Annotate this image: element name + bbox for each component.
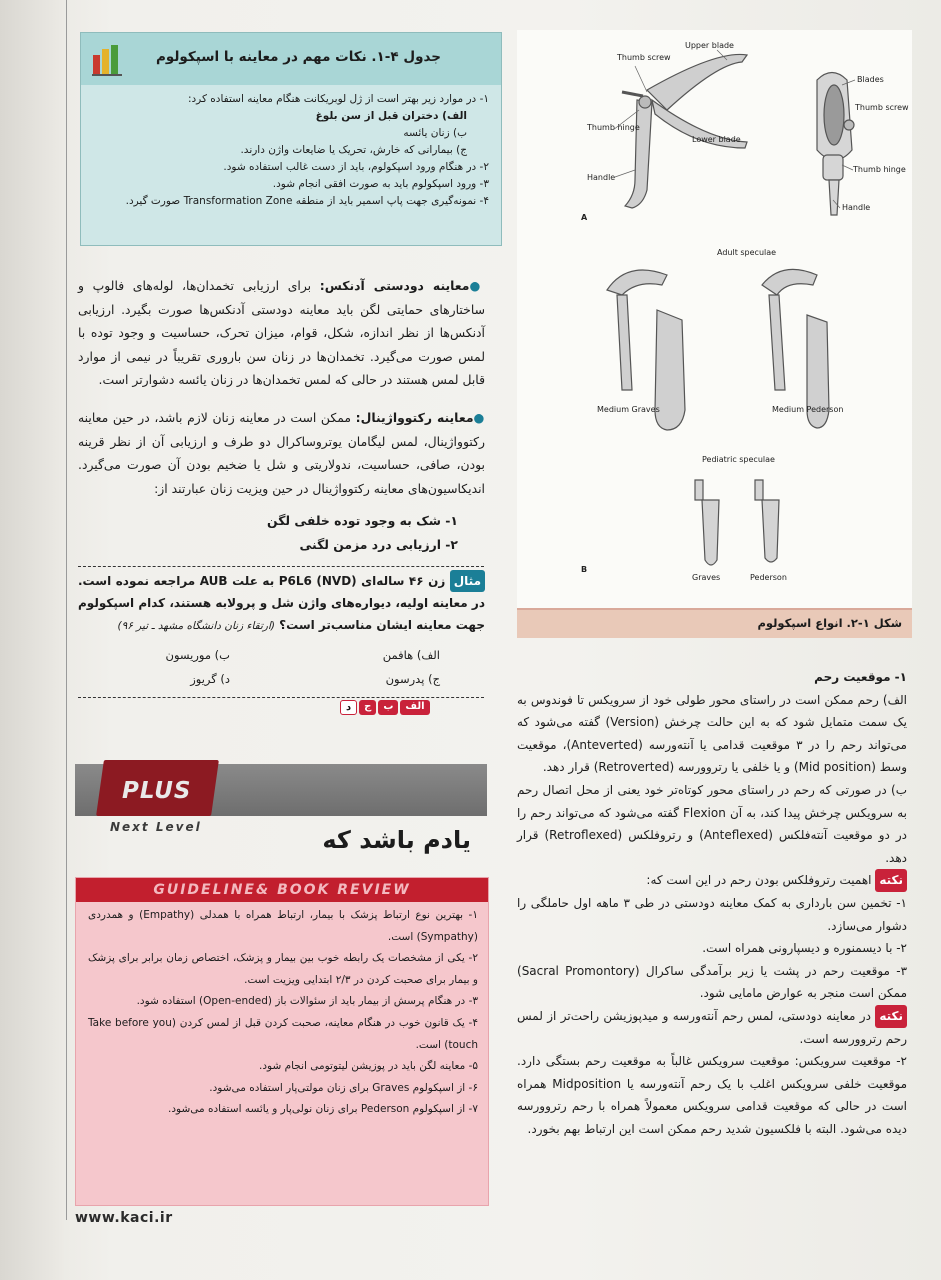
label-lower-blade: Lower blade bbox=[692, 135, 741, 144]
note-item: ۳- موقعیت رحم در پشت یا زیر برآمدگی ساکرال (Sacral Promontory) ممکن است منجر به عوارض مامایی شود. bbox=[517, 963, 908, 1001]
key-points-table bbox=[80, 32, 502, 246]
answer-letter: د bbox=[340, 700, 357, 715]
adnexa-body: برای ارزیابی تخمدان‌ها، لوله‌های فالوپ و ساختارهای حمایتی لگن باید معاینه دودستی آدنکس‌ها صورت بگیرد. ارزیابی آدنکس‌ها از نظر اندازه، شکل، قوام، میزان تحرک، حساسیت و وجود توده با لمس صورت می‌گیرد. تخمدان‌ها در زنان سن باروری تقریباً در نیمی از موارد قابل لمس هستند در حالی که لمس تخمدان‌ها در زنان یائسه دشوارتر است. bbox=[78, 278, 485, 388]
recto-paragraph: ●معاینه رکتوواژینال: ممکن است در معاینه زنان لازم باشد، در حین معاینه رکتوواژینال، لمس لیگامان یوتروساکرال دو طرف و ارزیابی آن از نظر قرینه بودن، صافی، حساسیت، ندولاریتی و شل یا ضخیم بودن آن صورت می‌گیرد. اندیکاسیون‌های معاینه رکتوواژینال در حین ویزیت زنان عبارتند از: bbox=[78, 410, 485, 496]
speculum-figure bbox=[517, 30, 912, 608]
section-uterus-position: ۱- موقعیت رحم bbox=[814, 670, 907, 684]
guideline-item: ۶- از اسپکولوم Graves برای زنان مولتی‌پار استفاده می‌شود. bbox=[209, 1081, 478, 1094]
option-c: ج) پدرسون bbox=[385, 672, 440, 686]
answer-key bbox=[340, 700, 430, 715]
recto-body: ممکن است در معاینه زنان لازم باشد، در حین معاینه رکتوواژینال، لمس لیگامان یوتروساکرال دو طرف و ارزیابی آن از نظر قرینه بودن، صافی، حساسیت، ندولاریتی و شل یا ضخیم بودن آن صورت می‌گیرد. اندیکاسیون‌های معاینه رکتوواژینال در حین ویزیت زنان عبارتند از: bbox=[78, 410, 485, 496]
table-line: ب) زنان یائسه bbox=[403, 127, 467, 139]
option-d: د) گریوز bbox=[190, 672, 230, 686]
label-panel-a: A bbox=[581, 213, 588, 222]
answer-letter: ب bbox=[378, 700, 398, 715]
list-item: ۲- ارزیابی درد مزمن لگنی bbox=[299, 536, 458, 552]
guideline-item: ۲- یکی از مشخصات یک رابطه خوب بین بیمار و پزشک، اختصاص زمان برابر برای پزشک و بیمار برای صحبت کردن در ۲/۳ ابتدایی ویزیت است. bbox=[88, 952, 478, 986]
list-item: ۱- شک به وجود توده خلفی لگن bbox=[267, 513, 458, 528]
example-question bbox=[78, 570, 485, 637]
recto-list bbox=[78, 509, 458, 556]
option-a: الف) هافمن bbox=[382, 648, 440, 662]
note-retroflex bbox=[517, 869, 907, 892]
guideline-item: ۴- یک قانون خوب در هنگام معاینه، صحبت کردن قبل از لمس کردن (Take before you touch) است. bbox=[88, 1016, 478, 1051]
guideline-body bbox=[76, 902, 488, 1121]
note-badge: نکته bbox=[875, 1005, 907, 1028]
guideline-item: ۵- معاینه لگن باید در پوزیشن لیتوتومی انجام شود. bbox=[259, 1060, 478, 1073]
guideline-item: ۱- بهترین نوع ارتباط پزشک با بیمار، ارتباط همراه با همدلی (Empathy) و همدردی (Sympathy) است. bbox=[88, 909, 478, 943]
guideline-header: GUIDELINE& BOOK REVIEW bbox=[76, 878, 488, 902]
adnexa-label: معاینه دودستی آدنکس: bbox=[319, 278, 470, 293]
speculum-illustration bbox=[517, 30, 912, 608]
note-item: ۱- تخمین سن بارداری به کمک معاینه دودستی در طی ۳ ماهه اول حاملگی را دشوار می‌سازد. bbox=[517, 895, 907, 933]
label-pediatric-speculae: Pediatric speculae bbox=[702, 455, 775, 464]
paragraph-cervix-position: ۲- موقعیت سرویکس: موقعیت سرویکس غالباً به موقعیت رحم بستگی دارد. موقعیت خلفی سرویکس اغلب با یک رحم آنته‌ورسه یا Midposition همراه است در حالی که موقعیت قدامی سرویکس معمولاً همراه با رحم رتروورسه دیده می‌شود. البته با فلکسیون شدید رحم ممکن است این ارتباط بهم بخورد. bbox=[517, 1054, 908, 1136]
label-handle-right: Handle bbox=[842, 203, 871, 212]
footer-url[interactable]: www.kaci.ir bbox=[75, 1210, 173, 1226]
label-thumb-screw-right: Thumb screw bbox=[855, 103, 909, 112]
note-badge: نکته bbox=[875, 869, 907, 892]
label-pederson: Pederson bbox=[750, 573, 787, 582]
next-level-label: Next Level bbox=[110, 820, 202, 834]
page-binding bbox=[0, 0, 64, 1280]
table-line: ۴- نمونه‌گیری جهت پاپ اسمیر باید از منطقه Transformation Zone صورت گیرد. bbox=[125, 195, 489, 207]
guideline-item: ۷- از اسپکولوم Pederson برای زنان نولی‌پار و یائسه استفاده می‌شود. bbox=[168, 1103, 478, 1116]
note-palpation-text: در معاینه دودستی، لمس رحم آنته‌ورسه و میدپوزیشن راحت‌تر از لمس رحم رتروورسه است. bbox=[517, 1008, 907, 1046]
remember-heading: یادم باشد که bbox=[322, 826, 471, 854]
adnexa-paragraph: ●معاینه دودستی آدنکس: برای ارزیابی تخمدان‌ها، لوله‌های فالوپ و ساختارهای حمایتی لگن باید معاینه دودستی آدنکس‌ها صورت بگیرد. ارزیابی آدنکس‌ها از نظر اندازه، شکل، قوام، میزان تحرک، حساسیت و وجود توده با لمس صورت می‌گیرد. تخمدان‌ها در زنان سن باروری تقریباً در نیمی از موارد قابل لمس هستند در حالی که لمس تخمدان‌ها در زنان یائسه دشوارتر است. bbox=[78, 278, 485, 388]
label-thumb-hinge: Thumb hinge bbox=[587, 123, 640, 132]
option-b: ب) موریسون bbox=[165, 648, 230, 662]
margin-rule bbox=[66, 0, 67, 1220]
recto-label: معاینه رکتوواژینال: bbox=[355, 410, 474, 425]
label-handle: Handle bbox=[587, 173, 616, 182]
figure-caption-bar bbox=[517, 608, 912, 638]
guideline-box bbox=[75, 877, 489, 1206]
table-line: ۱- در موارد زیر بهتر است از ژل لوبریکانت هنگام معاینه استفاده کرد: bbox=[187, 93, 489, 105]
label-upper-blade: Upper blade bbox=[685, 41, 734, 50]
guideline-item: ۳- در هنگام پرسش از بیمار باید از سئوالات باز (Open-ended) استفاده شود. bbox=[136, 995, 478, 1008]
paragraph-flexion: ب) در صورتی که رحم در راستای محور کوتاه‌تر خود یعنی از محل اتصال رحم به سرویکس چرخش پیدا کند، به آن Flexion گفته می‌شود که می‌تواند رحم را در دو موقعیت آنته‌فلکس (Anteflexed) و رتروفلکس (Retroflexed) قرار دهد. bbox=[517, 782, 908, 865]
paragraph-version: الف) رحم ممکن است در راستای محور طولی خود از سرویکس تا فوندوس به یک سمت متمایل شود که به این حالت چرخش (Version) گفته می‌شود که می‌تواند رحم را در ۳ موقعیت قدامی یا آنته‌ورسه (Anteverted)، موقعیت وسط (Mid position) و یا خلفی یا رتروورسه (Retroverted) قرار دهد. bbox=[517, 692, 907, 775]
example-question-text: زن ۴۶ ساله‌ای (P6L6 (NVD به علت AUB مراجعه نموده است. در معاینه اولیه، دیواره‌های واژن شل و پرولابه هستند، کدام اسپکولوم جهت معاینه ایشان مناسب‌تر است؟ bbox=[78, 574, 485, 632]
plus-badge: PLUS bbox=[122, 778, 192, 804]
figure-caption: شکل ۱-۲. انواع اسپکولوم bbox=[757, 616, 902, 630]
table-title: جدول ۴-۱. نکات مهم در معاینه با اسپکولوم bbox=[155, 49, 441, 65]
label-blades: Blades bbox=[857, 75, 884, 84]
note-item: ۲- با دیسمنوره و دیسپارونی همراه است. bbox=[702, 941, 907, 956]
label-graves: Graves bbox=[692, 573, 721, 582]
table-line: ج) بیمارانی که خارش، تحریک یا ضایعات واژن دارند. bbox=[240, 144, 467, 156]
note-palpation bbox=[517, 1005, 907, 1050]
right-column-text bbox=[517, 666, 907, 1140]
table-line: ۲- در هنگام ورود اسپکولوم، باید از دست غالب استفاده شود. bbox=[223, 161, 489, 173]
label-medium-graves: Medium Graves bbox=[597, 405, 660, 414]
table-body bbox=[81, 85, 501, 210]
note-intro: اهمیت رتروفلکس بودن رحم در این است که: bbox=[646, 873, 872, 888]
bar-chart-icon bbox=[91, 43, 125, 77]
answer-letter: ج bbox=[359, 700, 376, 715]
label-medium-pederson: Medium Pederson bbox=[772, 405, 844, 414]
label-thumb-screw: Thumb screw bbox=[617, 53, 671, 62]
label-thumb-hinge-right: Thumb hinge bbox=[853, 165, 906, 174]
example-badge: مثال bbox=[450, 570, 485, 592]
table-line: الف) دختران قبل از سن بلوغ bbox=[315, 110, 467, 122]
example-source: (ارتقاء زنان دانشگاه مشهد ـ تیر ۹۶) bbox=[117, 620, 275, 632]
label-adult-speculae: Adult speculae bbox=[717, 248, 777, 257]
answer-letter: الف bbox=[400, 700, 429, 715]
table-line: ۳- ورود اسپکولوم باید به صورت افقی انجام شود. bbox=[272, 178, 489, 190]
table-header bbox=[81, 33, 501, 85]
label-panel-b: B bbox=[581, 565, 588, 574]
